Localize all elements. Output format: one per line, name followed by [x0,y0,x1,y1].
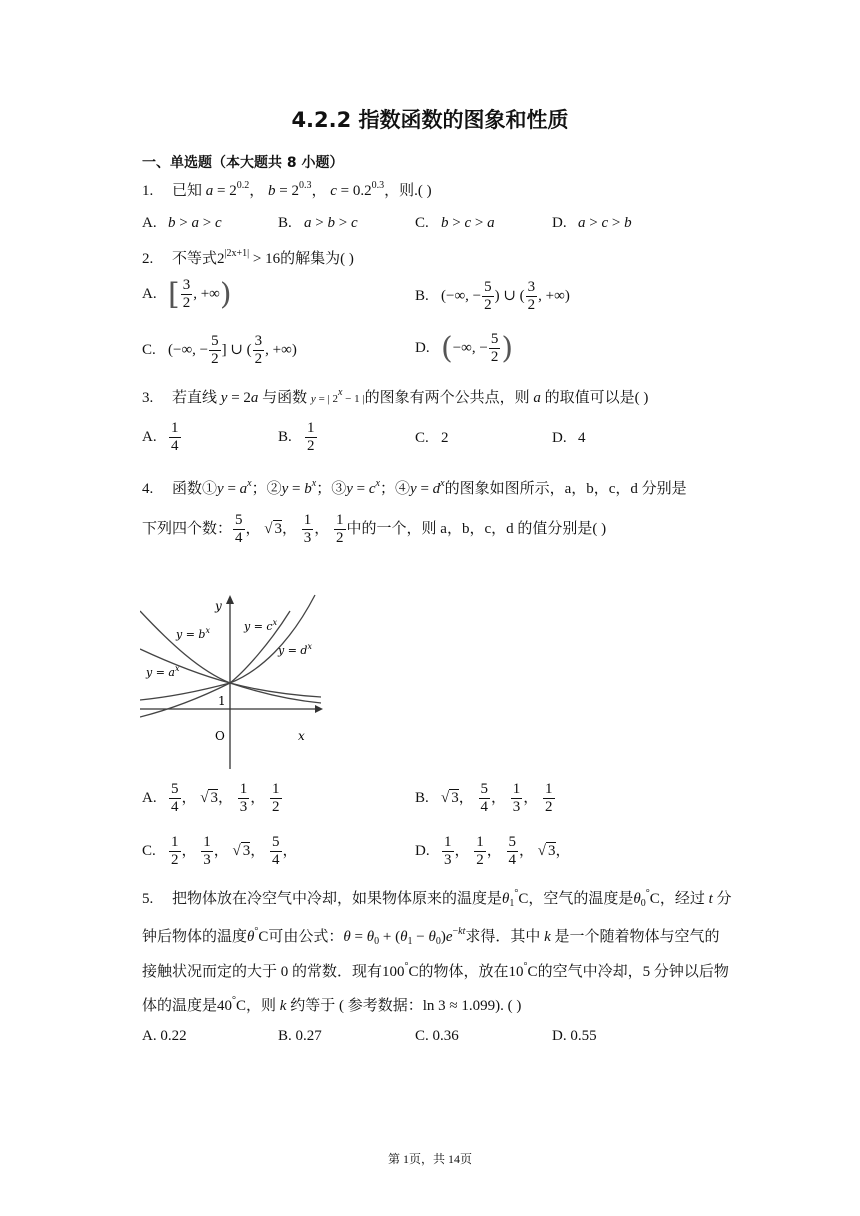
q3-option-b[interactable]: B. $\frac{1}{2}$ [278,420,315,454]
q1-option-c[interactable]: C. b > c > a [415,215,495,231]
question-4: 4. 函数①y = $a^x$；②y = $b^x$；③y = $c^x$；④y = $d^x$的图象如图所示，a，b，c，d 分别是 [142,478,687,497]
q1-option-d[interactable]: D. a > c > b [552,215,632,231]
q4-option-a[interactable]: A. $\frac{5}{4}$ ， √ 3， $\frac{1}{3}$ ， $\frac{1}{2}$ [142,781,280,815]
y-arrow-icon [226,595,234,604]
q2-option-c[interactable]: C. (−∞, − $\frac{5}{2}$ ] ∪ ( $\frac{3}{2}$ , +∞) [142,333,297,367]
page-footer: 第 1页，共 14页 [387,1152,472,1166]
question-5-line4: 体的温度是40°C，则 k 约等于 ( 参考数据：ln 3 ≈ 1.099). ( ) [142,995,522,1014]
q4-option-c[interactable]: C. $\frac{1}{2}$ ， $\frac{1}{3}$ ， √ 3， $\frac{5}{4}$ ， [142,834,298,868]
q5-option-d[interactable]: D. 0.55 [552,1028,597,1044]
q2-option-a[interactable]: A. [ $\frac{3}{2}$ , +∞) [142,277,232,312]
question-3: 3. 若直线 y = 2a 与函数 y = | $2^x - 1$ |的图象有两个公共点，则 a 的取值可以是( ) [142,387,649,406]
q2-option-b[interactable]: B. (−∞, − $\frac{5}{2}$ ) ∪ ( $\frac{3}{2}$ , +∞) [415,279,570,313]
page-title: 4.2.2 指数函数的图象和性质 [291,108,569,132]
curve-c-label: $y = c^x$ [244,618,278,633]
question-4-line2: 下列四个数： $\frac{5}{4}$ ， √ 3， $\frac{1}{3}$ ， $\frac{1}{2}$ 中的一个，则 a，b，c，d 的值分别是( ) [142,512,607,546]
q1-option-b[interactable]: B. a > b > c [278,215,358,231]
curve-d-label: $y = d^x$ [278,642,312,657]
q3-option-a[interactable]: A. $\frac{1}{4}$ [142,420,179,454]
q4-option-d[interactable]: D. $\frac{1}{3}$ ， $\frac{1}{2}$ ， $\frac{5}{4}$ ， √ 3， [415,834,571,868]
curve-b-label: $y = b^x$ [176,626,210,641]
q2-option-d[interactable]: D. (−∞, − $\frac{5}{2}$ ) [415,331,514,366]
curve-a-label: $y = a^x$ [146,664,180,679]
x-arrow-icon [315,705,323,713]
q3-option-d[interactable]: D. 4 [552,430,586,446]
section-heading: 一、单选题（本大题共 8 小题） [142,155,344,171]
question-5-line3: 接触状况而定的大于 0 的常数．现有100°C的物体，放在10°C的空气中冷却，5 分钟以后物 [142,961,729,980]
q3-option-c[interactable]: C. 2 [415,430,449,446]
q5-option-c[interactable]: C. 0.36 [415,1028,459,1044]
question-5: 5. 把物体放在冷空气中冷却，如果物体原来的温度是$\theta_1^\circ C$，空气的温度是$\theta_0^\circ C$，经过 t 分 [142,888,732,909]
question-2: 2. 不等式$2^{|2x+1|} > 16$的解集为( ) [142,248,354,267]
question-1: 1. 已知 $a = 2^{0.2}$， $b = 2^{0.3}$， $c = 0.2^{0.3}$，则.( ) [142,180,432,199]
q5-option-b[interactable]: B. 0.27 [278,1028,322,1044]
q4-option-b[interactable]: B. √ 3， $\frac{5}{4}$ ， $\frac{1}{3}$ ， $\frac{1}{2}$ [415,781,553,815]
one-label: 1 [218,694,226,708]
q5-option-a[interactable]: A. 0.22 [142,1028,187,1044]
exponential-graph [140,593,324,773]
y-axis-label: y [215,599,222,613]
question-5-line2: 钟后物体的温度θ°C可由公式：$\theta = \theta_0 + (\theta_1 - \theta_0)e^{-kt}$求得．其中 k 是一个随着物体与空气的 [142,926,720,947]
x-axis-label: x [298,729,305,743]
q1-option-a[interactable]: A. b > a > c [142,215,222,231]
origin-label: O [215,729,225,743]
